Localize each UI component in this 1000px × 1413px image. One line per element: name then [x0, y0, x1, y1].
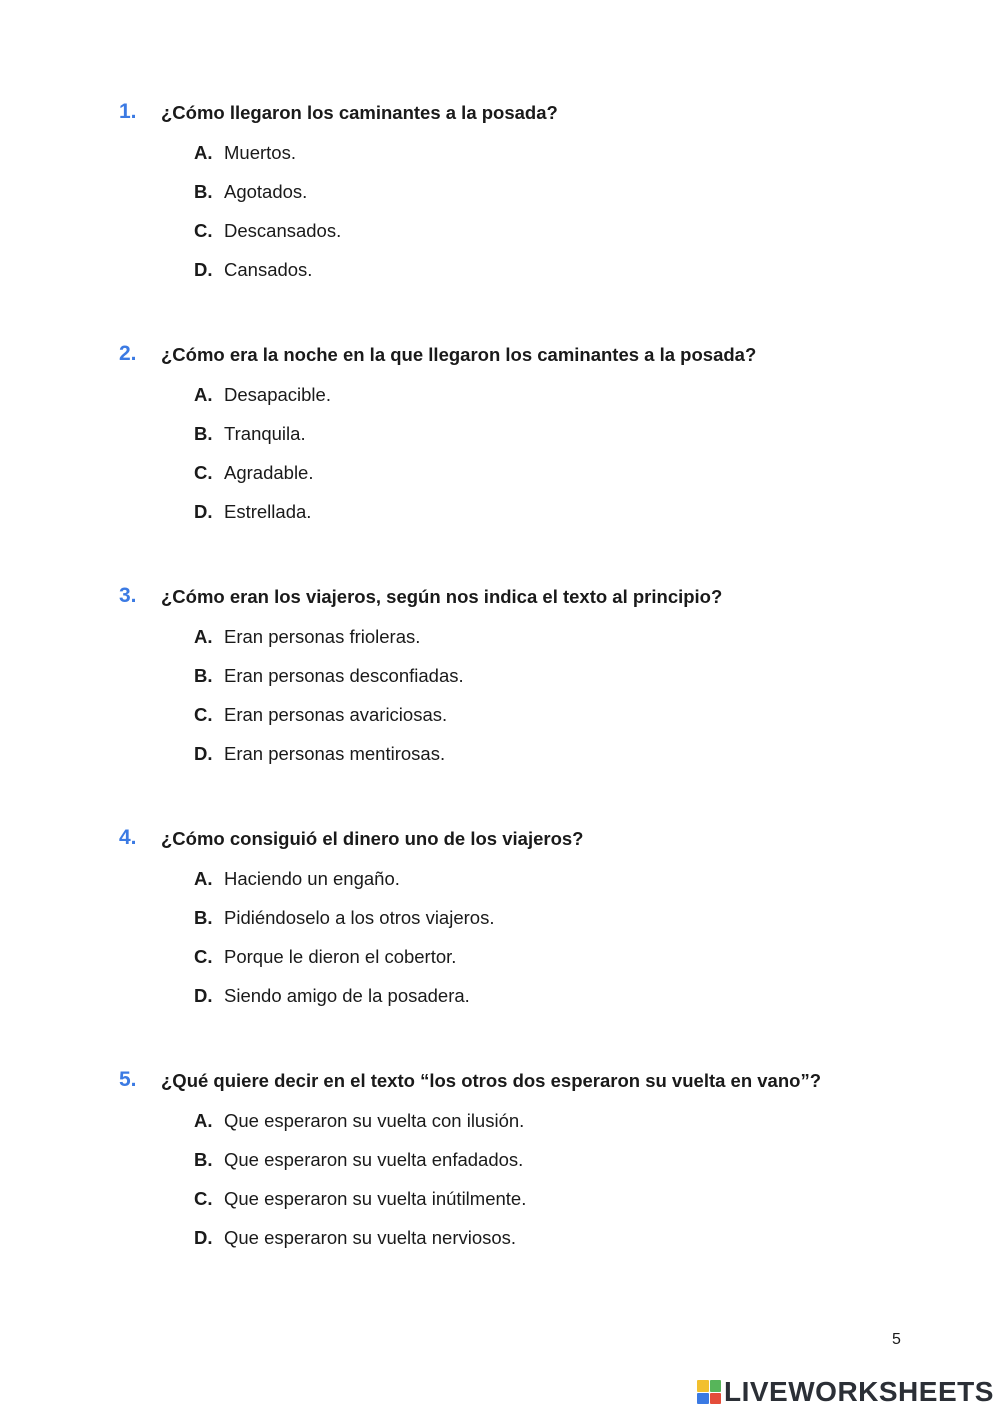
- question-header: [0, 1067, 1000, 1095]
- question-number: 1.: [119, 100, 137, 123]
- option-text: Eran personas avariciosas.: [224, 704, 448, 725]
- option-letter: C.: [194, 1188, 213, 1209]
- option-letter: B.: [194, 181, 213, 202]
- option-text: Descansados.: [224, 220, 342, 241]
- option-text: Tranquila.: [224, 423, 306, 444]
- option-text: Cansados.: [224, 259, 313, 280]
- option-letter: A.: [194, 142, 213, 163]
- option-a[interactable]: [194, 866, 400, 892]
- option-text: Estrellada.: [224, 501, 312, 522]
- question-number: 3.: [119, 584, 137, 607]
- option-d[interactable]: [194, 1225, 516, 1251]
- logo-tile-blue: [697, 1393, 709, 1405]
- option-text: Eran personas frioleras.: [224, 626, 421, 647]
- option-a[interactable]: [194, 624, 420, 650]
- option-b[interactable]: [194, 905, 494, 931]
- liveworksheets-logo-icon: [697, 1380, 721, 1404]
- logo-tile-red: [710, 1393, 722, 1405]
- question-text: ¿Qué quiere decir en el texto “los otros dos esperaron su vuelta en vano”?: [161, 1070, 822, 1091]
- question-text: ¿Cómo era la noche en la que llegaron los caminantes a la posada?: [161, 344, 757, 365]
- option-c[interactable]: [194, 702, 447, 728]
- option-text: Muertos.: [224, 142, 296, 163]
- question-text: ¿Cómo llegaron los caminantes a la posada?: [161, 102, 558, 123]
- option-letter: A.: [194, 1110, 213, 1131]
- option-text: Porque le dieron el cobertor.: [224, 946, 457, 967]
- option-a[interactable]: [194, 382, 331, 408]
- option-text: Desapacible.: [224, 384, 331, 405]
- option-letter: A.: [194, 626, 213, 647]
- option-letter: B.: [194, 1149, 213, 1170]
- question-header: [0, 825, 1000, 853]
- option-b[interactable]: [194, 1147, 523, 1173]
- option-c[interactable]: [194, 944, 456, 970]
- option-letter: D.: [194, 259, 213, 280]
- option-b[interactable]: [194, 421, 306, 447]
- option-d[interactable]: [194, 257, 312, 283]
- option-letter: D.: [194, 743, 213, 764]
- question-header: [0, 341, 1000, 369]
- question-number: 2.: [119, 342, 137, 365]
- option-a[interactable]: [194, 140, 296, 166]
- option-b[interactable]: [194, 663, 464, 689]
- question-number: 5.: [119, 1068, 137, 1091]
- option-c[interactable]: [194, 1186, 526, 1212]
- logo-text: LIVEWORKSHEETS: [724, 1376, 994, 1407]
- option-text: Pidiéndoselo a los otros viajeros.: [224, 907, 495, 928]
- question-header: [0, 583, 1000, 611]
- option-d[interactable]: [194, 499, 311, 525]
- question-number: 4.: [119, 826, 137, 849]
- option-letter: D.: [194, 1227, 213, 1248]
- question-text: ¿Cómo consiguió el dinero uno de los viajeros?: [161, 828, 584, 849]
- option-letter: D.: [194, 501, 213, 522]
- option-text: Que esperaron su vuelta con ilusión.: [224, 1110, 525, 1131]
- page-number: 5: [892, 1331, 901, 1348]
- option-letter: A.: [194, 868, 213, 889]
- logo-tile-yellow: [697, 1380, 709, 1392]
- option-b[interactable]: [194, 179, 307, 205]
- option-text: Que esperaron su vuelta enfadados.: [224, 1149, 524, 1170]
- liveworksheets-logo[interactable]: [697, 1376, 994, 1408]
- option-text: Siendo amigo de la posadera.: [224, 985, 470, 1006]
- option-d[interactable]: [194, 741, 445, 767]
- option-text: Que esperaron su vuelta inútilmente.: [224, 1188, 527, 1209]
- option-letter: C.: [194, 946, 213, 967]
- option-text: Agotados.: [224, 181, 308, 202]
- option-letter: C.: [194, 462, 213, 483]
- logo-tile-green: [710, 1380, 722, 1392]
- option-text: Que esperaron su vuelta nerviosos.: [224, 1227, 517, 1248]
- option-d[interactable]: [194, 983, 470, 1009]
- option-a[interactable]: [194, 1108, 524, 1134]
- option-letter: B.: [194, 665, 213, 686]
- option-letter: C.: [194, 704, 213, 725]
- option-text: Eran personas desconfiadas.: [224, 665, 464, 686]
- question-text: ¿Cómo eran los viajeros, según nos indica el texto al principio?: [161, 586, 723, 607]
- option-letter: B.: [194, 907, 213, 928]
- option-c[interactable]: [194, 218, 341, 244]
- option-c[interactable]: [194, 460, 313, 486]
- option-letter: C.: [194, 220, 213, 241]
- option-text: Eran personas mentirosas.: [224, 743, 446, 764]
- option-letter: D.: [194, 985, 213, 1006]
- question-header: [0, 99, 1000, 127]
- option-text: Agradable.: [224, 462, 314, 483]
- option-text: Haciendo un engaño.: [224, 868, 400, 889]
- option-letter: A.: [194, 384, 213, 405]
- option-letter: B.: [194, 423, 213, 444]
